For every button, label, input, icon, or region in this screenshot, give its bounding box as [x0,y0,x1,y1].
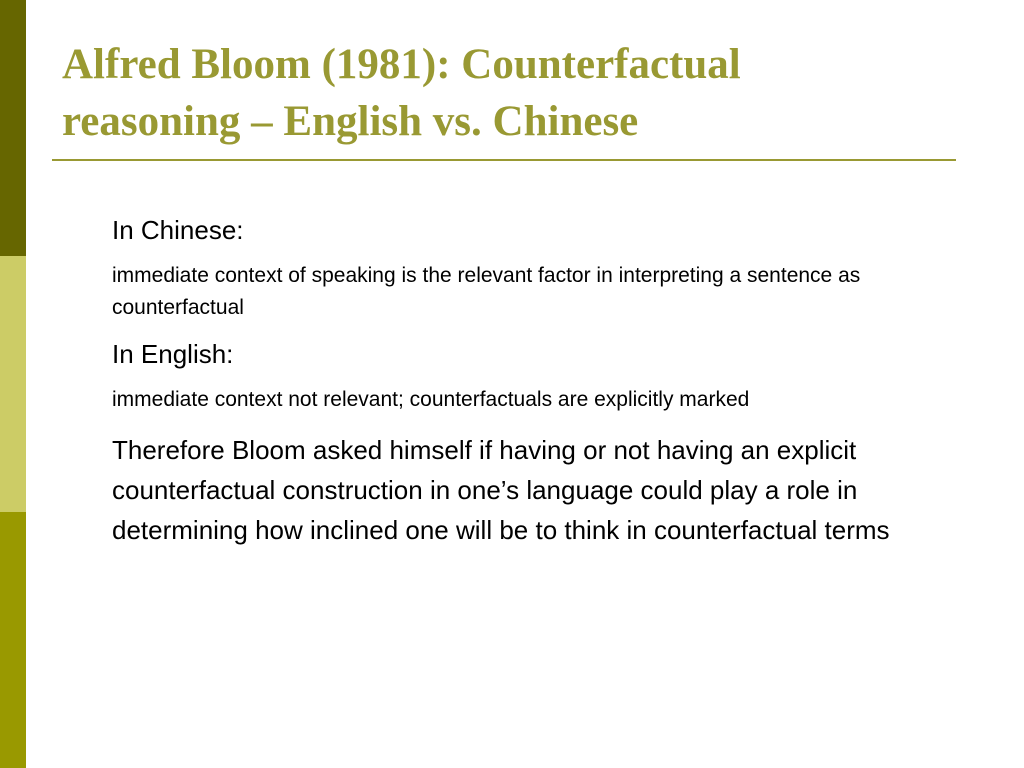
conclusion-text: Therefore Bloom asked himself if having or not having an explicit counterfactual construction in one’s language could play a role in determining how inclined one will be to think in counterfactual terms [112,435,890,545]
english-heading: In English: [112,339,234,369]
slide-title-line-1: Alfred Bloom (1981): Counterfactual [62,41,741,88]
slide-title [62,36,962,150]
side-bar-bottom [0,512,26,768]
title-underline [52,159,956,161]
side-bar-top [0,0,26,256]
side-bar-middle [0,256,26,512]
chinese-heading: In Chinese: [112,215,244,245]
english-detail: immediate context not relevant; counterfactuals are explicitly marked [112,388,750,411]
slide-body [112,214,972,550]
slide-title-line-2: reasoning – English vs. Chinese [62,98,639,145]
chinese-detail: immediate context of speaking is the relevant factor in interpreting a sentence as counterfactual [112,264,861,319]
